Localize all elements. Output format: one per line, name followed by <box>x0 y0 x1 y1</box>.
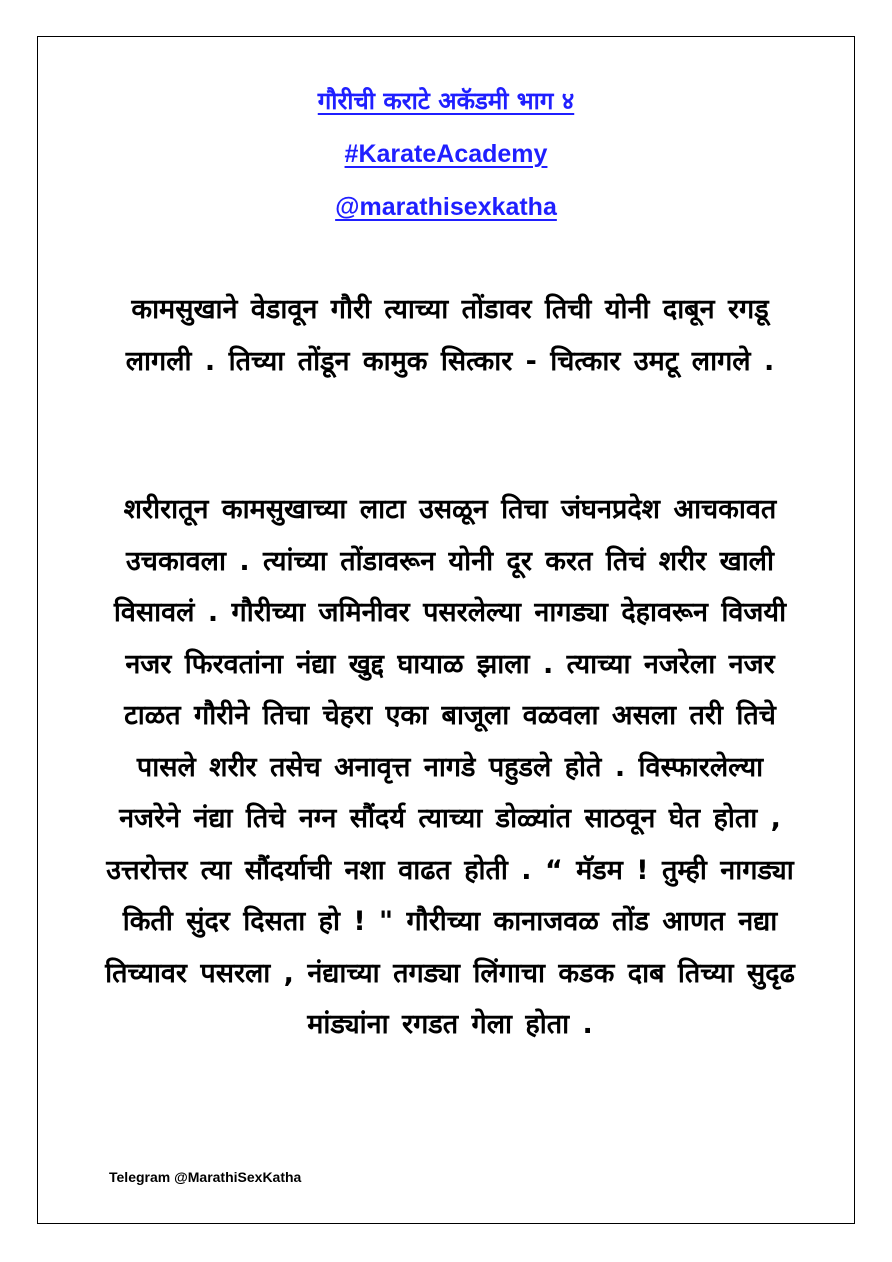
handle-link[interactable]: @marathisexkatha <box>335 193 557 221</box>
story-title-link[interactable]: गौरीची कराटे अकॅडमी भाग ४ <box>317 87 575 115</box>
footer-telegram: Telegram @MarathiSexKatha <box>109 1169 302 1185</box>
paragraph-2: शरीरातून कामसुखाच्या लाटा उसळून तिचा जंघनप्रदेश आचकावत उचकावला . त्यांच्या तोंडावरून योनी दूर करत तिचं शरीर खाली विसावलं . गौरीच्या जमिनीवर पसरलेल्या नागड्या देहावरून विजयी नजर फिरवतांना नंद्या खुद्द घायाळ झाला . त्याच्या नजरेला नजर टाळत गौरीने तिचा चेहरा एका बाजूला वळवला असला तरी तिचे पासले शरीर तसेच अनावृत्त नागडे पहुडले होते . विस्फारलेल्या नजरेने नंद्या तिचे नग्न सौंदर्य त्याच्या डोळ्यांत साठवून घेत होता , उत्तरोत्तर त्या सौंदर्याची नशा वाढत होती . “ मॅडम ! तुम्ही नागड्या किती सुंदर दिसता हो ! " गौरीच्या कानाजवळ तोंड आणत नद्या तिच्यावर पसरला , नंद्याच्या तगड्या लिंगाचा कडक दाब तिच्या सुदृढ मांड्यांना रगडत गेला होता . <box>105 494 795 1040</box>
hashtag-link[interactable]: #KarateAcademy <box>344 140 548 168</box>
header <box>37 86 855 245</box>
title-line <box>37 86 855 116</box>
paragraph-1: कामसुखाने वेडावून गौरी त्याच्या तोंडावर तिची योनी दाबून रगडू लागली . तिच्या तोंडून कामुक सित्कार - चित्कार उमटू लागले . <box>125 294 775 377</box>
hashtag-line <box>37 139 855 169</box>
handle-line <box>37 192 855 222</box>
